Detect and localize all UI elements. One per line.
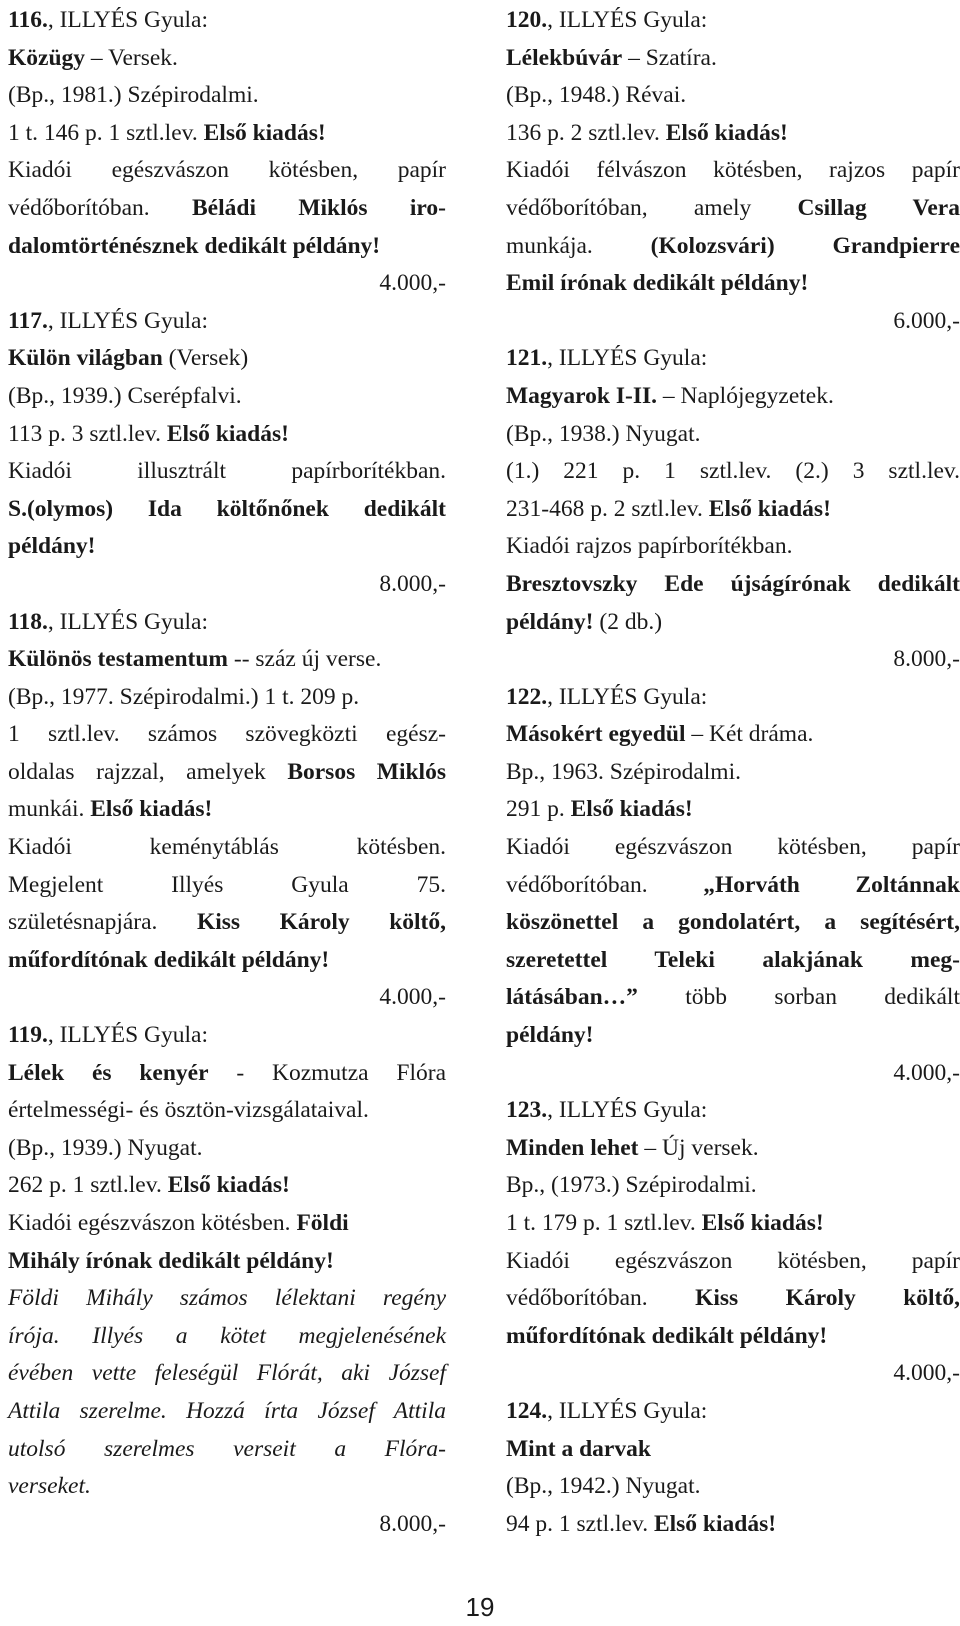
entry-note: szeretettel Teleki alakjának meg- bbox=[506, 946, 960, 973]
first-edition-label: Első kiadás! bbox=[665, 119, 788, 146]
entry-title: Mint a darvak bbox=[506, 1435, 651, 1462]
entry-publisher: (Bp., 1942.) Nyugat. bbox=[506, 1473, 701, 1500]
entry-author: , ILLYÉS Gyula: bbox=[47, 1022, 209, 1049]
entry-author: , ILLYÉS Gyula: bbox=[47, 7, 209, 33]
entry-collation: 262 p. 1 sztl.lev. Első kiadás! bbox=[8, 1172, 290, 1199]
entry-title: Lélek és kenyér bbox=[8, 1059, 209, 1086]
entry-title-line: Magyarok I-II. – Naplójegyzetek. bbox=[506, 382, 834, 409]
entry-title: Magyarok I-II. bbox=[506, 382, 658, 409]
entry-title-line: Különös testamentum -- száz új verse. bbox=[8, 646, 382, 673]
entry-binding: Kiadói egészvászon kötésben, papír bbox=[8, 157, 446, 184]
first-edition-label: Első kiadás! bbox=[203, 119, 326, 146]
entry-title-line: Lélek és kenyér - Kozmutza Flóra bbox=[8, 1059, 446, 1086]
entry-note: példány! bbox=[8, 533, 96, 560]
first-edition-label: Első kiadás! bbox=[90, 796, 213, 823]
first-edition-label: Első kiadás! bbox=[166, 420, 289, 447]
entry-title-line: Közügy – Versek. bbox=[8, 44, 178, 71]
catalog-entry-123 bbox=[506, 1092, 960, 1393]
entry-title-line: Minden lehet – Új versek. bbox=[506, 1134, 759, 1161]
first-edition-label: Első kiadás! bbox=[167, 1172, 290, 1199]
entry-price: 6.000,- bbox=[893, 307, 960, 334]
entry-comment: Földi Mihály számos lélektani regény bbox=[8, 1285, 446, 1312]
entry-author: , ILLYÉS Gyula: bbox=[547, 7, 708, 33]
entry-note: védőborítóban, amely Csillag Vera bbox=[506, 194, 960, 221]
entry-price: 8.000,- bbox=[893, 646, 960, 673]
entry-number: 123. bbox=[506, 1097, 548, 1124]
entry-note: védőborítóban. Béládi Miklós iro- bbox=[8, 194, 446, 221]
entry-note: születésnapjára. Kiss Károly költő, bbox=[8, 909, 446, 936]
catalog-entry-121 bbox=[506, 340, 960, 678]
entry-heading bbox=[506, 340, 960, 378]
entry-heading bbox=[8, 604, 446, 642]
entry-collation: 1 t. 179 p. 1 sztl.lev. Első kiadás! bbox=[506, 1210, 824, 1236]
entry-publisher: (Bp., 1981.) Szépirodalmi. bbox=[8, 82, 259, 109]
entry-note: műfordítónak dedikált példány! bbox=[506, 1322, 828, 1349]
entry-author: , ILLYÉS Gyula: bbox=[547, 1097, 708, 1124]
left-column bbox=[8, 2, 446, 1543]
entry-number: 118. bbox=[8, 608, 48, 635]
entry-collation: 1 t. 146 p. 1 sztl.lev. Első kiadás! bbox=[8, 119, 326, 146]
catalog-entry-120 bbox=[506, 2, 960, 340]
entry-price: 4.000,- bbox=[379, 270, 446, 297]
entry-price: 8.000,- bbox=[379, 1510, 446, 1537]
entry-number: 121. bbox=[506, 345, 548, 372]
entry-comment: utolsó szerelmes verseit a Flóra- bbox=[8, 1435, 446, 1462]
entry-number: 122. bbox=[506, 683, 548, 710]
entry-binding: Kiadói illusztrált papírborítékban. bbox=[8, 458, 446, 485]
entry-author: , ILLYÉS Gyula: bbox=[47, 608, 209, 635]
entry-price: 4.000,- bbox=[379, 984, 446, 1011]
entry-subtitle: értelmességi- és ösztön-vizsgálataival. bbox=[8, 1097, 369, 1124]
entry-collation: 1 sztl.lev. számos szövegközti egész- bbox=[8, 721, 446, 748]
entry-number: 124. bbox=[506, 1397, 548, 1424]
entry-number: 117. bbox=[8, 307, 48, 334]
entry-note: műfordítónak dedikált példány! bbox=[8, 946, 330, 973]
entry-note: Emil írónak dedikált példány! bbox=[506, 270, 809, 297]
entry-collation: 113 p. 3 sztl.lev. Első kiadás! bbox=[8, 420, 289, 447]
catalog-entry-124 bbox=[506, 1393, 960, 1543]
entry-collation: 231-468 p. 2 sztl.lev. Első kiadás! bbox=[506, 495, 831, 522]
entry-publisher: (Bp., 1939.) Nyugat. bbox=[8, 1134, 203, 1161]
catalog-entry-119 bbox=[8, 1017, 446, 1543]
entry-note: S.(olymos) Ida költőnőnek dedikált bbox=[8, 495, 446, 522]
entry-note: védőborítóban. Kiss Károly költő, bbox=[506, 1285, 960, 1312]
entry-publisher: Bp., 1963. Szépirodalmi. bbox=[506, 758, 741, 785]
entry-heading bbox=[506, 1393, 960, 1431]
entry-title: Minden lehet bbox=[506, 1134, 639, 1161]
entry-title: Lélekbúvár bbox=[506, 44, 623, 71]
entry-note: Bresztovszky Ede újságírónak dedikált bbox=[506, 570, 960, 597]
entry-note: példány! bbox=[506, 1022, 594, 1049]
entry-note: munkái. Első kiadás! bbox=[8, 796, 213, 823]
right-column bbox=[506, 2, 960, 1543]
entry-price: 4.000,- bbox=[893, 1360, 960, 1387]
entry-comment: verseket. bbox=[8, 1473, 91, 1500]
entry-note: köszönettel a gondolatért, a segítésért, bbox=[506, 909, 960, 936]
entry-comment: írója. Illyés a kötet megjelenésének bbox=[8, 1322, 446, 1349]
entry-title-line: Másokért egyedül – Két dráma. bbox=[506, 721, 814, 748]
catalog-entry-117 bbox=[8, 303, 446, 604]
entry-title: Különös testamentum bbox=[8, 646, 228, 673]
page-number: 19 bbox=[465, 1592, 495, 1622]
entry-heading bbox=[506, 2, 960, 40]
first-edition-label: Első kiadás! bbox=[653, 1510, 777, 1537]
first-edition-label: Első kiadás! bbox=[701, 1210, 824, 1236]
entry-author: , ILLYÉS Gyula: bbox=[547, 345, 708, 372]
entry-author: , ILLYÉS Gyula: bbox=[47, 307, 209, 334]
entry-heading bbox=[8, 1017, 446, 1055]
entry-title: Másokért egyedül bbox=[506, 721, 686, 748]
first-edition-label: Első kiadás! bbox=[570, 796, 693, 823]
entry-collation: (1.) 221 p. 1 sztl.lev. (2.) 3 sztl.lev. bbox=[506, 458, 960, 485]
entry-title-line bbox=[506, 1431, 960, 1469]
entry-collation: 291 p. Első kiadás! bbox=[506, 796, 693, 823]
entry-number: 116. bbox=[8, 7, 48, 33]
entry-price: 4.000,- bbox=[893, 1059, 960, 1086]
entry-note: példány! (2 db.) bbox=[506, 608, 663, 635]
entry-publisher: Bp., (1973.) Szépirodalmi. bbox=[506, 1172, 757, 1199]
entry-heading bbox=[506, 679, 960, 717]
entry-publisher: (Bp., 1939.) Cserépfalvi. bbox=[8, 382, 242, 409]
entry-author: , ILLYÉS Gyula: bbox=[547, 1397, 708, 1424]
entry-publisher: (Bp., 1977. Szépirodalmi.) 1 t. 209 p. bbox=[8, 683, 360, 710]
entry-note: munkája. (Kolozsvári) Grandpierre bbox=[506, 232, 960, 259]
entry-binding: Kiadói egészvászon kötésben. Földi bbox=[8, 1210, 349, 1236]
entry-number: 119. bbox=[8, 1022, 48, 1049]
entry-publisher: (Bp., 1938.) Nyugat. bbox=[506, 420, 701, 447]
entry-title-line: Lélekbúvár – Szatíra. bbox=[506, 44, 717, 71]
entry-title: Közügy bbox=[8, 44, 86, 71]
entry-note: dalomtörténésznek dedikált példány! bbox=[8, 232, 381, 259]
entry-note: látásában…” több sorban dedikált bbox=[506, 984, 960, 1011]
entry-note: Mihály írónak dedikált példány! bbox=[8, 1247, 334, 1274]
entry-price: 8.000,- bbox=[379, 570, 446, 597]
catalog-entry-122 bbox=[506, 679, 960, 1093]
entry-collation: 94 p. 1 sztl.lev. Első kiadás! bbox=[506, 1510, 777, 1537]
entry-comment: Attila szerelme. Hozzá írta József Attila bbox=[8, 1397, 446, 1424]
entry-heading bbox=[8, 2, 446, 40]
entry-note: Megjelent Illyés Gyula 75. bbox=[8, 871, 446, 898]
entry-title: Külön világban bbox=[8, 345, 163, 372]
entry-author: , ILLYÉS Gyula: bbox=[547, 683, 708, 710]
entry-binding: Kiadói keménytáblás kötésben. bbox=[8, 834, 446, 861]
entry-binding: Kiadói egészvászon kötésben, papír bbox=[506, 834, 960, 861]
entry-number: 120. bbox=[506, 7, 548, 33]
entry-binding: Kiadói egészvászon kötésben, papír bbox=[506, 1247, 960, 1274]
entry-binding: Kiadói félvászon kötésben, rajzos papír bbox=[506, 157, 960, 184]
entry-note: védőborítóban. „Horváth Zoltánnak bbox=[506, 871, 960, 898]
entry-title-line: Külön világban (Versek) bbox=[8, 345, 249, 372]
entry-publisher: (Bp., 1948.) Révai. bbox=[506, 82, 687, 109]
first-edition-label: Első kiadás! bbox=[708, 495, 831, 522]
entry-binding: Kiadói rajzos papírborítékban. bbox=[506, 533, 793, 560]
entry-heading bbox=[8, 303, 446, 341]
catalog-entry-116 bbox=[8, 2, 446, 303]
entry-collation: 136 p. 2 sztl.lev. Első kiadás! bbox=[506, 119, 788, 146]
entry-note: oldalas rajzzal, amelyek Borsos Miklós bbox=[8, 758, 446, 785]
entry-heading bbox=[506, 1092, 960, 1130]
entry-comment: évében vette feleségül Flórát, aki József bbox=[8, 1360, 446, 1387]
catalog-entry-118 bbox=[8, 604, 446, 1018]
